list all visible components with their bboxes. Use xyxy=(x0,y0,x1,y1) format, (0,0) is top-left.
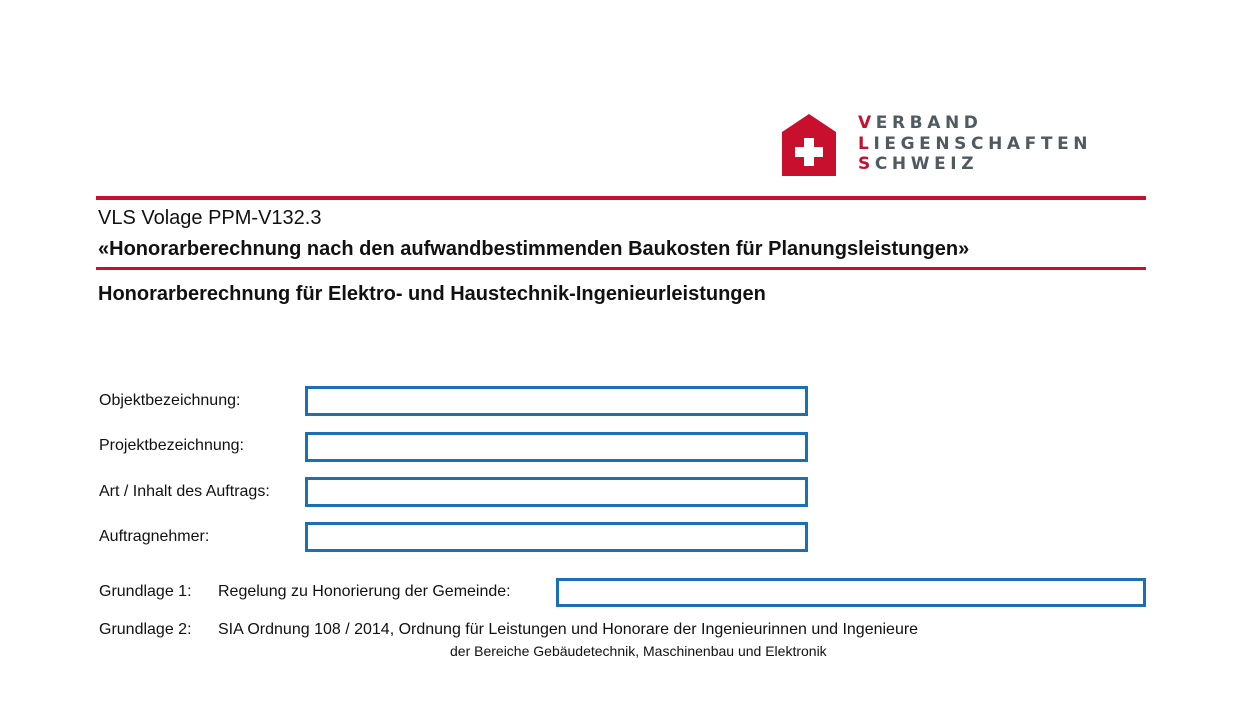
document-subtitle: «Honorarberechnung nach den aufwandbestimmenden Baukosten für Planungsleistungen» xyxy=(98,238,970,260)
grundlage2-prefix: Grundlage 2: xyxy=(99,621,192,638)
auftrag-label: Art / Inhalt des Auftrags: xyxy=(99,483,270,500)
projekt-label: Projektbezeichnung: xyxy=(99,437,244,454)
auftragnehmer-field[interactable] xyxy=(305,522,808,552)
swiss-house-icon xyxy=(782,114,836,176)
objekt-field[interactable] xyxy=(305,386,808,416)
header-rule-top xyxy=(96,196,1146,200)
objekt-label: Objektbezeichnung: xyxy=(99,392,241,409)
document-id: VLS Volage PPM-V132.3 xyxy=(98,207,322,229)
auftrag-field[interactable] xyxy=(305,477,808,507)
projekt-field[interactable] xyxy=(305,432,808,462)
grundlage2-subtext: der Bereiche Gebäudetechnik, Maschinenbau und Elektronik xyxy=(450,643,827,659)
wordmark-line-1: VERBAND xyxy=(858,113,983,133)
grundlage2-text: SIA Ordnung 108 / 2014, Ordnung für Leistungen und Honorare der Ingenieurinnen und Ingenieure xyxy=(218,621,919,638)
brand-wordmark xyxy=(858,113,1092,175)
grundlage1-prefix: Grundlage 1: xyxy=(99,583,192,600)
grundlage1-field[interactable] xyxy=(556,578,1146,607)
wordmark-line-3: SCHWEIZ xyxy=(858,154,979,174)
header-rule-bottom xyxy=(96,267,1146,270)
auftragnehmer-label: Auftragnehmer: xyxy=(99,528,210,545)
page-title: Honorarberechnung für Elektro- und Haustechnik-Ingenieurleistungen xyxy=(98,283,766,305)
grundlage1-label: Regelung zu Honorierung der Gemeinde: xyxy=(218,583,511,600)
wordmark-line-2: LIEGENSCHAFTEN xyxy=(858,133,1093,154)
